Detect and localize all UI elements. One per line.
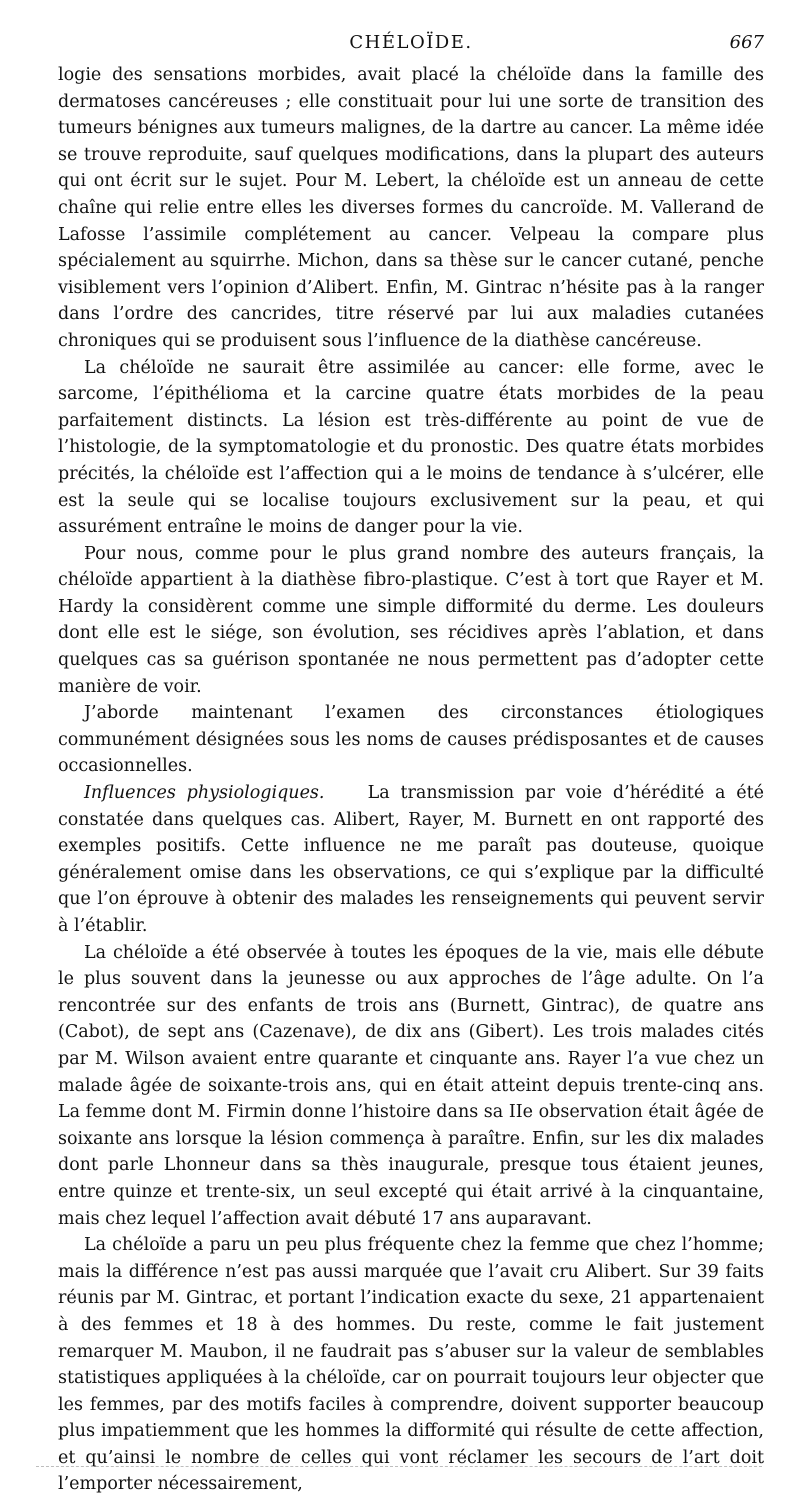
paragraph-text: J’aborde maintenant l’examen des circonstances étiologiques communément désignées sous les noms de causes prédisposantes et de causes occasionnelles. [58,703,764,777]
paragraph-etiology-intro [58,700,764,780]
paragraph-sex [58,1232,764,1498]
paragraph-text: La transmission par voie d’hérédité a été constatée dans quelques cas. Alibert, Rayer, M. Burnett en ont rapporté des exemples positifs. Cette influence ne me paraît pas douteuse, quoique généralement omise dans les observations, ce qui s’explique par la difficulté que l’on éprouve à obtenir des malades les renseignements qui peuvent servir à l’établir. [58,783,764,936]
paragraph-fibroplastic-diathesis [58,541,764,701]
running-title: CHÉLOÏDE. [349,32,473,53]
paragraph-cancer-comparison [58,355,764,541]
page-number: 667 [729,32,764,53]
paragraph-text: La chéloïde ne saurait être assimilée au cancer: elle forme, avec le sarcome, l’épithélioma et la carcine quatre états morbides de la peau parfaitement distincts. La lésion est très-différente au point de vue de l’histologie, de la symptomatologie et du pronostic. Des quatre états morbides précités, la chéloïde est l’affection qui a le moins de tendance à s’ulcérer, elle est la seule qui se localise toujours exclusivement sur la peau, et qui assurément entraîne le moins de danger pour la vie. [58,357,764,538]
running-head [58,28,764,58]
paragraph-continuation [58,62,764,355]
bottom-divider [36,1466,762,1467]
paragraph-age [58,940,764,1233]
book-page [58,28,764,1498]
paragraph-text: Pour nous, comme pour le plus grand nombre des auteurs français, la chéloïde appartient à la diathèse fibro-plastique. C’est à tort que Rayer et M. Hardy la considèrent comme une simple difformité du derme. Les douleurs dont elle est le siége, son évolution, ses récidives après l’ablation, et dans quelques cas sa guérison spontanée ne nous permettent pas d’adopter cette manière de voir. [58,543,764,697]
body-text [58,62,764,1498]
paragraph-physiological-influences [58,780,764,940]
paragraph-text: La chéloïde a paru un peu plus fréquente chez la femme que chez l’homme; mais la différence n’est pas aussi marquée que l’avait cru Alibert. Sur 39 faits réunis par M. Gintrac, et portant l’indication exacte du sexe, 21 appartenaient à des femmes et 18 à des hommes. Du reste, comme le fait justement remarquer M. Maubon, il ne faudrait pas s’abuser sur la valeur de semblables statistiques appliquées à la chéloïde, car on pourrait toujours leur objecter que les femmes, par des motifs faciles à comprendre, doivent supporter beaucoup plus impatiemment que les hommes la difformité qui résulte de cette affection, et qu’ainsi le nombre de celles qui vont réclamer les secours de l’art doit l’emporter nécessairement, [58,1235,764,1495]
section-lead: Influences physiologiques. [84,783,325,804]
paragraph-text: La chéloïde a été observée à toutes les époques de la vie, mais elle débute le plus souvent dans la jeunesse ou aux approches de l’âge adulte. On l’a rencontrée sur des enfants de trois ans (Burnett, Gintrac), de quatre ans (Cabot), de sept ans (Cazenave), de dix ans (Gibert). Les trois malades cités par M. Wilson avaient entre quarante et cinquante ans. Rayer l’a vue chez un malade âgée de soixante-trois ans, qui en était atteint depuis trente-cinq ans. La femme dont M. Firmin donne l’histoire dans sa IIe observation était âgée de soixante ans lorsque la lésion commença à paraître. Enfin, sur les dix malades dont parle Lhonneur dans sa thès inaugurale, presque tous étaient jeunes, entre quinze et trente-six, un seul excepté qui était arrivé à la cinquantaine, mais chez lequel l’affection avait débuté 17 ans auparavant. [58,942,764,1229]
paragraph-text: logie des sensations morbides, avait placé la chéloïde dans la famille des dermatoses cancéreuses ; elle constituait pour lui une sorte de transition des tumeurs bénignes aux tumeurs malignes, de la dartre au cancer. La même idée se trouve reproduite, sauf quelques modifications, dans la plupart des auteurs qui ont écrit sur le sujet. Pour M. Lebert, la chéloïde est un anneau de cette chaîne qui relie entre elles les diverses formes du cancroïde. M. Vallerand de Lafosse l’assimile complétement au cancer. Velpeau la compare plus spécialement au squirrhe. Michon, dans sa thèse sur le cancer cutané, penche visiblement vers l’opinion d’Alibert. Enfin, M. Gintrac n’hésite pas à la ranger dans l’ordre des cancrides, titre réservé par lui aux maladies cutanées chroniques qui se produisent sous l’influence de la diathèse cancéreuse. [58,65,764,351]
